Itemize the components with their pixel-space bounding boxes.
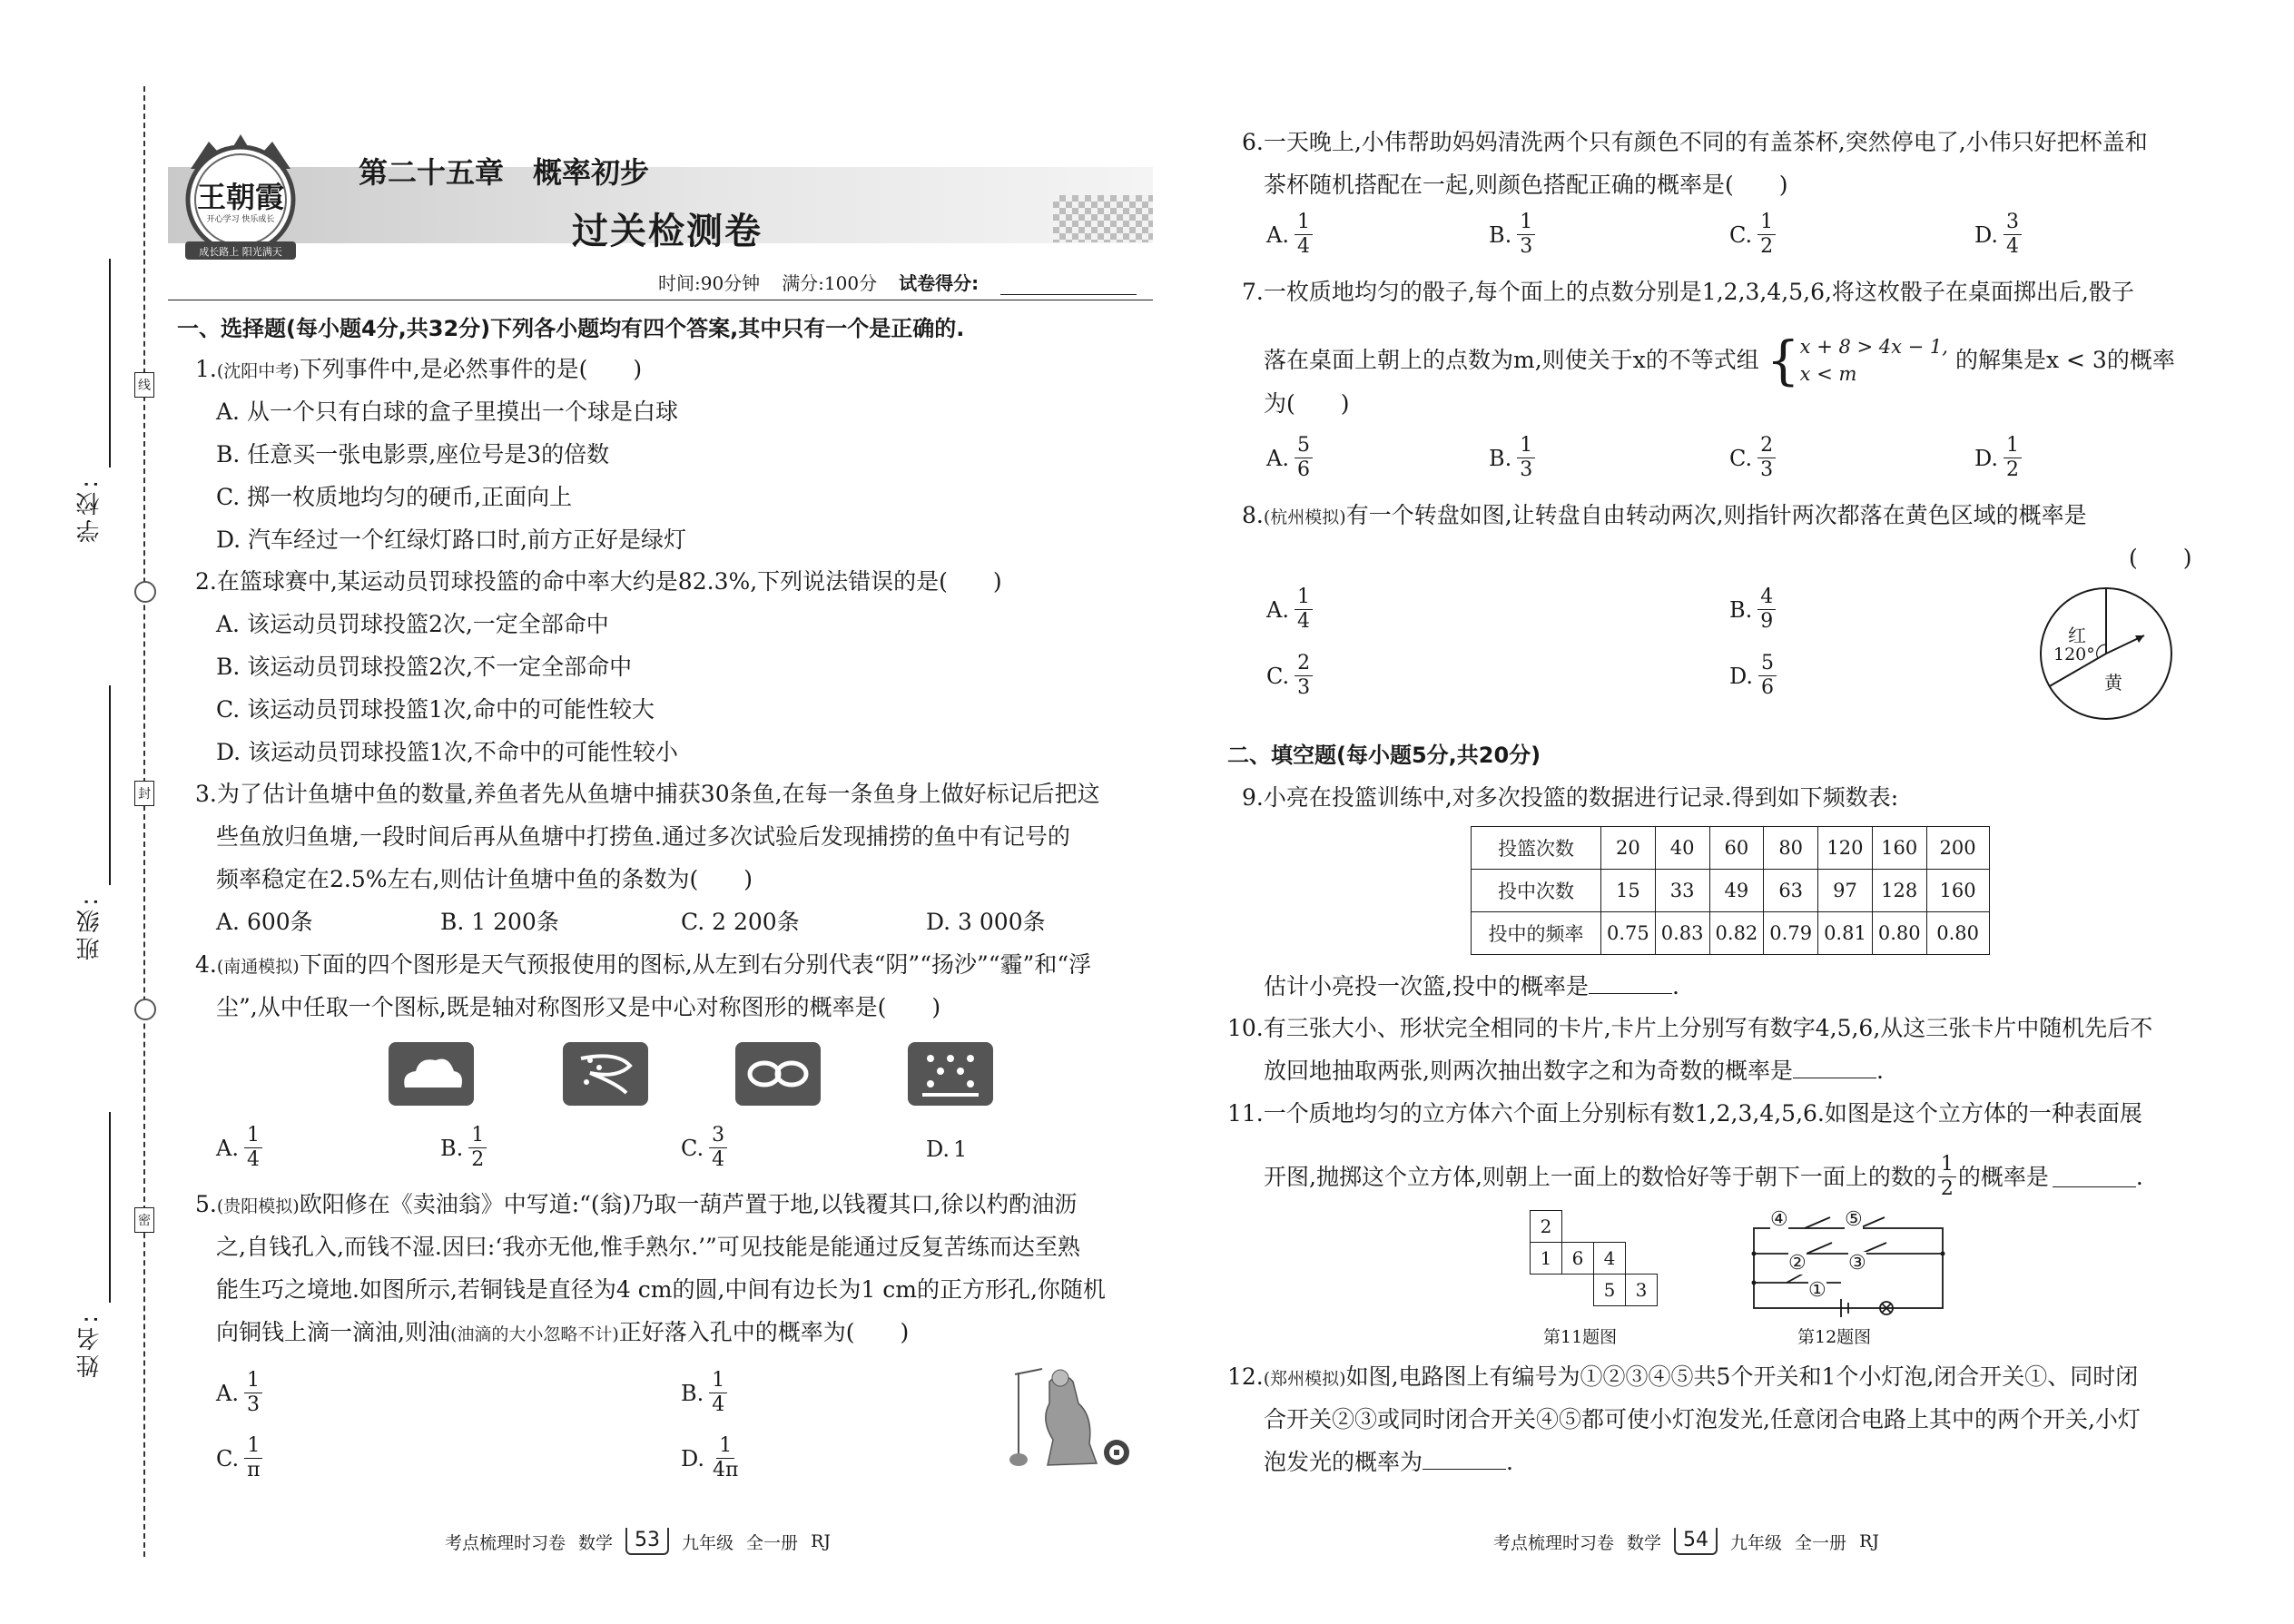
sand-icon [563,1042,648,1106]
exam-meta [658,269,1137,295]
q1-option-c[interactable]: C. 掷一枚质地均匀的硬币,正面向上 [216,484,573,510]
q8-option-a[interactable]: A. $\frac{1}{4}$ [1266,586,1314,634]
q1-option-b[interactable]: B. 任意买一张电影票,座位号是3的倍数 [216,441,610,468]
footer-book: 考点梳理时习卷 [1493,1532,1615,1553]
logo-text: 王朝霞 [196,180,284,214]
q8-option-c[interactable]: C. $\frac{2}{3}$ [1266,652,1314,700]
logo-ribbon: 成长路上 阳光满天 [199,246,282,258]
frequency-table [1471,826,1990,955]
q1-option-d[interactable]: D. 汽车经过一个红绿灯路口时,前方正好是绿灯 [216,527,686,553]
dust-icon [908,1042,993,1106]
seal-tag-mi: 密 [134,1207,154,1233]
net-cell: 5 [1593,1274,1626,1306]
q4-option-d[interactable]: D. 1 [926,1137,968,1162]
page-number: 53 [625,1528,669,1555]
q4-option-a[interactable]: A. $\frac{1}{4}$ [216,1124,264,1172]
name-field[interactable] [109,1112,111,1303]
footer-subject: 数学 [1627,1532,1662,1553]
q7-option-d[interactable]: D. $\frac{1}{2}$ [1974,434,2023,482]
name-label: 姓名: [76,1312,103,1378]
q2-option-d[interactable]: D. 该运动员罚球投篮1次,不命中的可能性较小 [216,739,678,765]
section-2-title: 二、填空题(每小题5分,共20分) [1227,743,1541,768]
question-12: 12.(郑州模拟)如图,电路图上有编号为①②③④⑤共5个开关和1个小灯泡,闭合开关①、同时闭 [1227,1363,2139,1390]
seal-tag-feng: 封 [134,781,154,806]
net-cell: 3 [1625,1274,1658,1306]
footer-edition: RJ [1859,1531,1879,1551]
binding-hole [134,581,156,603]
cube-net-figure [1530,1210,1657,1310]
question-12-line2: 合开关②③或同时闭合开关④⑤都可使小灯泡发光,任意闭合电路上其中的两个开关,小灯 [1264,1406,2141,1432]
net-cell: 1 [1530,1242,1562,1275]
q9-answer-blank[interactable] [1589,973,1672,994]
spinner-yellow-label: 黄 [2104,672,2122,694]
checker-pattern [1053,195,1153,242]
figure-11-caption: 第11题图 [1543,1327,1618,1347]
switch-1-label: ① [1808,1279,1826,1302]
page-title: 过关检测卷 [572,211,763,252]
question-11: 11.一个质地均匀的立方体六个面上分别标有数1,2,3,4,5,6.如图是这个立方体的一种表面展 [1227,1100,2142,1127]
time-limit: 时间:90分钟 [658,272,761,294]
class-field[interactable] [109,685,111,885]
question-9: 9.小亮在投篮训练中,对多次投篮的数据进行记录.得到如下频数表: [1242,784,1899,811]
footer-left [445,1528,831,1555]
table-row: 投中的频率 0.75 0.83 0.82 0.79 0.81 0.80 0.80 [1472,912,1990,955]
logo-subtext: 开心学习 快乐成长 [206,215,275,224]
question-3-line3: 频率稳定在2.5%左右,则估计鱼塘中鱼的条数为( ) [216,866,753,892]
switch-5-label: ⑤ [1845,1208,1863,1231]
net-cell: 6 [1561,1242,1594,1275]
question-12-line3: 泡发光的概率为 . [1264,1449,1513,1475]
question-4: 4.(南通模拟)下面的四个图形是天气预报使用的图标,从左到右分别代表“阴”“扬沙”“霾”和“浮 [195,951,1092,978]
section-1-title: 一、选择题(每小题4分,共32分)下列各小题均有四个答案,其中只有一个是正确的. [177,316,965,341]
switch-3-label: ③ [1848,1252,1866,1275]
q8-answer-paren: ( ) [2129,545,2192,571]
class-label: 班级: [76,894,103,960]
net-cell: 4 [1593,1242,1626,1275]
net-cell: 2 [1530,1210,1562,1243]
question-3: 3.为了估计鱼塘中鱼的数量,养鱼者先从鱼塘中捕获30条鱼,在每一条鱼身上做好标记后把这 [195,781,1100,807]
q5-option-b[interactable]: B. $\frac{1}{4}$ [681,1369,729,1417]
spinner-angle-label: 120° [2053,645,2095,664]
question-5-line3: 能生巧之境地.如图所示,若铜钱是直径为4 cm的圆,中间有边长为1 cm的正方形孔,你随机 [216,1276,1106,1303]
school-label: 学校: [76,477,103,543]
footer-right [1493,1528,1879,1555]
q6-option-a[interactable]: A. $\frac{1}{4}$ [1266,211,1314,259]
question-7-line2: 落在桌面上朝上的点数为m,则使关于x的不等式组 { x + 8 > 4x − 1, x < m 的解集是x < 3的概率 [1264,330,2175,391]
table-row: 投中次数 15 33 49 63 97 128 160 [1472,870,1990,912]
brand-logo [172,125,309,261]
q5-option-c[interactable]: C. $\frac{1}{\pi}$ [216,1434,265,1482]
page-number: 54 [1674,1528,1718,1555]
q6-option-d[interactable]: D. $\frac{3}{4}$ [1974,211,2023,259]
q5-option-a[interactable]: A. $\frac{1}{3}$ [216,1369,264,1417]
q5-option-d[interactable]: D. $\frac{1}{4\pi}$ [681,1434,739,1481]
footer-subject: 数学 [578,1532,614,1553]
school-field[interactable] [109,259,111,468]
question-3-line2: 些鱼放归鱼塘,一段时间后再从鱼塘中打捞鱼.通过多次试验后发现捕捞的鱼中有记号的 [216,823,1070,850]
spinner-red-label: 红 [2068,625,2086,646]
q6-option-c[interactable]: C. $\frac{1}{2}$ [1729,211,1777,259]
q3-option-b[interactable]: B. 1 200条 [440,909,559,935]
q2-option-c[interactable]: C. 该运动员罚球投篮1次,命中的可能性较大 [216,696,655,723]
question-5-line2: 之,自钱孔入,而钱不湿.因曰:‘我亦无他,惟手熟尔.’”可见技能是能通过反复苦练而达至熟 [216,1234,1080,1260]
q6-option-b[interactable]: B. $\frac{1}{3}$ [1489,211,1537,259]
question-6-line2: 茶杯随机搭配在一起,则颜色搭配正确的概率是( ) [1264,172,1788,198]
question-1: 1.(沈阳中考)下列事件中,是必然事件的是( ) [195,356,643,382]
q7-option-a[interactable]: A. $\frac{5}{6}$ [1266,434,1314,482]
question-2: 2.在篮球赛中,某运动员罚球投篮的命中率大约是82.3%,下列说法错误的是( ) [195,568,1002,595]
q3-option-d[interactable]: D. 3 000条 [926,909,1046,935]
question-9-answer: 估计小亮投一次篮,投中的概率是 . [1264,973,1679,999]
q2-option-b[interactable]: B. 该运动员罚球投篮2次,不一定全部命中 [216,654,633,680]
q8-option-d[interactable]: D. $\frac{5}{6}$ [1729,652,1778,700]
q12-answer-blank[interactable] [1423,1449,1506,1470]
score-label: 试卷得分: [899,272,980,294]
footer-volume: 全一册 [746,1532,799,1553]
switch-4-label: ④ [1770,1208,1788,1231]
question-10-line2: 放回地抽取两张,则两次抽出数字之和为奇数的概率是 . [1264,1058,1884,1084]
spinner-figure [2033,581,2179,726]
footer-edition: RJ [811,1531,831,1551]
footer-book: 考点梳理时习卷 [445,1532,566,1553]
switch-2-label: ② [1788,1252,1807,1275]
q11-answer-blank[interactable] [2053,1166,2136,1187]
question-4-line2: 尘”,从中任取一个图标,既是轴对称图形又是中心对称图形的概率是( ) [216,994,941,1020]
q4-option-c[interactable]: C. $\frac{3}{4}$ [681,1124,729,1172]
question-5-line4: 向铜钱上滴一滴油,则油(油滴的大小忽略不计)正好落入孔中的概率为( ) [216,1319,910,1345]
q3-option-a[interactable]: A. 600条 [216,909,313,935]
q7-option-b[interactable]: B. $\frac{1}{3}$ [1489,434,1537,482]
footer-grade: 九年级 [1730,1532,1783,1553]
q10-answer-blank[interactable] [1793,1058,1876,1078]
haze-icon [735,1042,821,1106]
footer-volume: 全一册 [1795,1532,1847,1553]
q1-option-a[interactable]: A. 从一个只有白球的盒子里摸出一个球是白球 [216,399,678,425]
question-10: 10.有三张大小、形状完全相同的卡片,卡片上分别写有数字4,5,6,从这三张卡片中随机先后不 [1227,1015,2153,1041]
q8-option-b[interactable]: B. $\frac{4}{9}$ [1729,586,1777,634]
footer-grade: 九年级 [682,1532,734,1553]
seal-tag-xian: 线 [134,372,154,398]
score-field[interactable] [1000,276,1137,295]
q2-option-a[interactable]: A. 该运动员罚球投篮2次,一定全部命中 [216,611,609,637]
circuit-figure [1750,1210,1950,1317]
question-5: 5.(贵阳模拟)欧阳修在《卖油翁》中写道:“(翁)乃取一葫芦置于地,以钱覆其口,徐以杓酌油沥 [195,1191,1078,1217]
table-row: 投篮次数 20 40 60 80 120 160 200 [1472,827,1990,870]
chapter-title: 第二十五章 概率初步 [359,155,650,190]
question-11-line2: 开图,抛掷这个立方体,则朝上一面上的数恰好等于朝下一面上的数的 $\frac{1}{2}$ 的概率是 . [1264,1153,2143,1200]
question-6: 6.一天晚上,小伟帮助妈妈清洗两个只有颜色不同的有盖茶杯,突然停电了,小伟只好把杯盖和 [1242,129,2148,155]
question-7-line3: 为( ) [1264,390,1350,417]
figure-12-caption: 第12题图 [1797,1327,1872,1347]
inequality-system: { x + 8 > 4x − 1, x < m [1766,330,1948,391]
cloud-icon [389,1042,474,1106]
oil-seller-illustration [1006,1362,1142,1475]
q3-option-c[interactable]: C. 2 200条 [681,909,800,935]
q4-option-b[interactable]: B. $\frac{1}{2}$ [440,1124,488,1172]
full-score: 满分:100分 [782,272,878,294]
cut-line [143,86,145,1557]
q7-option-c[interactable]: C. $\frac{2}{3}$ [1729,434,1777,482]
question-8: 8.(杭州模拟)有一个转盘如图,让转盘自由转动两次,则指针两次都落在黄色区域的概率是 [1242,502,2087,528]
question-7: 7.一枚质地均匀的骰子,每个面上的点数分别是1,2,3,4,5,6,将这枚骰子在桌面掷出后,骰子 [1242,279,2134,305]
binding-hole [134,999,156,1020]
